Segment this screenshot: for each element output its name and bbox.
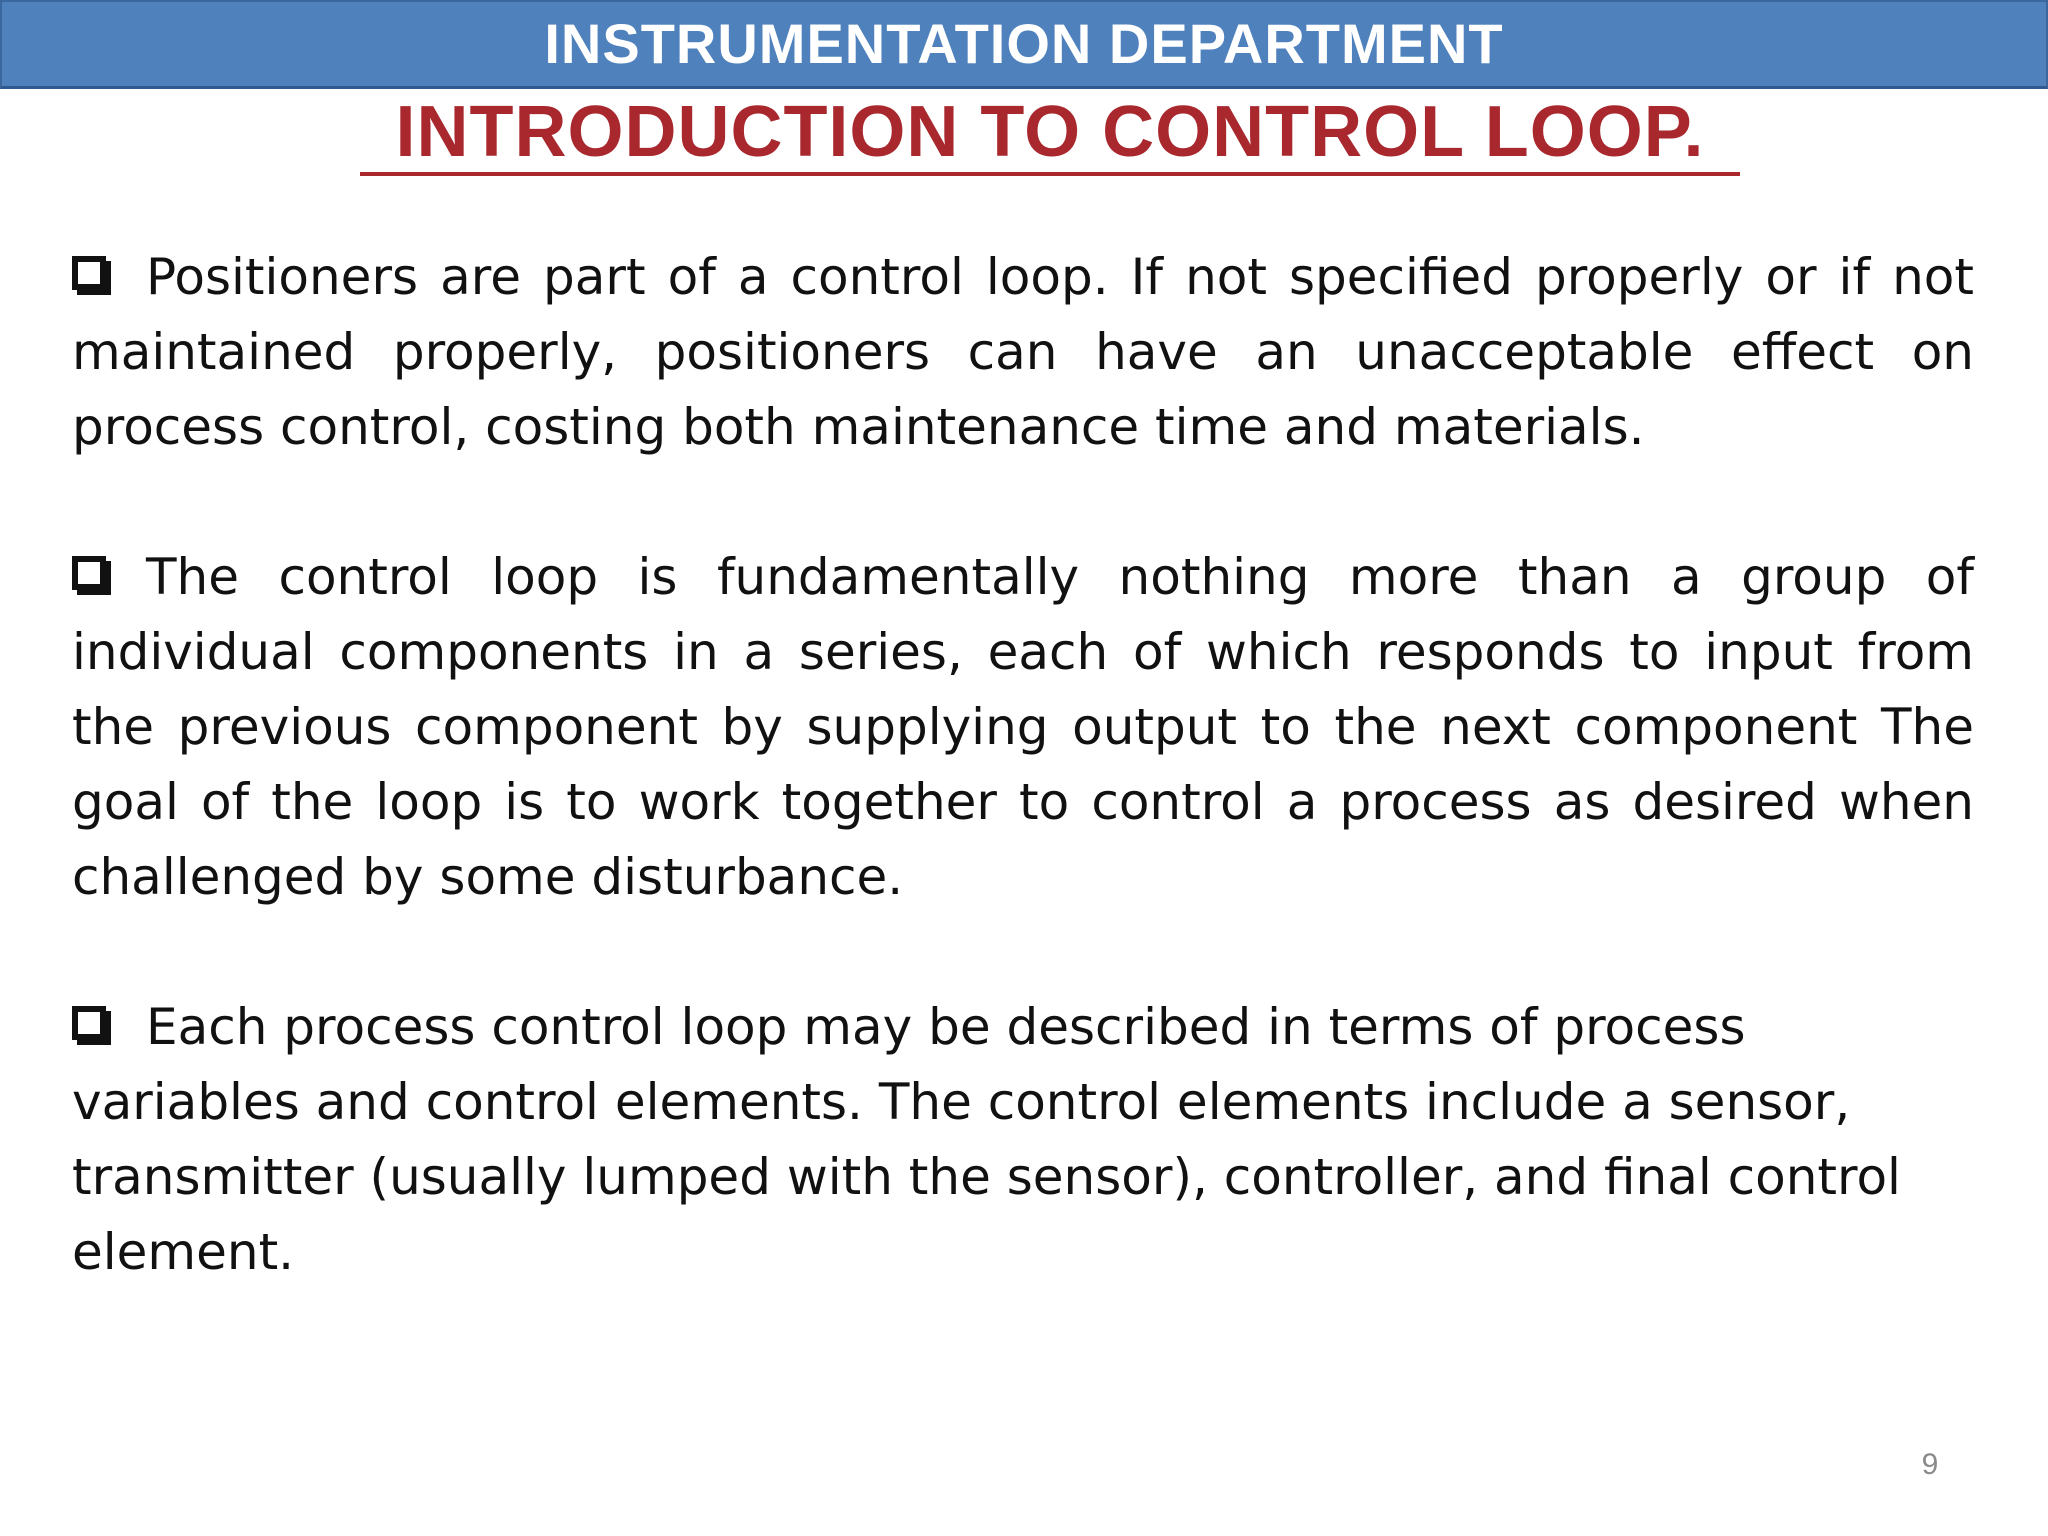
department-header-bar [0,0,2048,89]
page-number: 9 [1921,1448,1939,1481]
bullet-text-2: The control loop is fundamentally nothing more than a group of individual components in a series, each of which responds to input from the previous component by supplying output to the next component The goal of the loop is to work together to control a process as desired when challenged by some disturbance. [72,548,1974,906]
bullet-paragraph-2 [72,540,1974,915]
checkbox-icon [72,556,106,590]
checkbox-icon [72,256,106,290]
department-title: INSTRUMENTATION DEPARTMENT [544,12,1504,75]
bullet-paragraph-1 [72,240,1974,465]
checkbox-icon [72,1006,106,1040]
slide-body [72,240,1974,1365]
slide-title: INTRODUCTION TO CONTROL LOOP. [360,96,1740,176]
bullet-paragraph-3 [72,990,1974,1290]
bullet-text-1: Positioners are part of a control loop. If not specified properly or if not maintained properly, positioners can have an unacceptable effect on process control, costing both maintenance time and materials. [72,248,1974,456]
bullet-text-3: Each process control loop may be described in terms of process variables and control elements. The control elements include a sensor, transmitter (usually lumped with the sensor), controller, and final control element. [72,998,1901,1281]
